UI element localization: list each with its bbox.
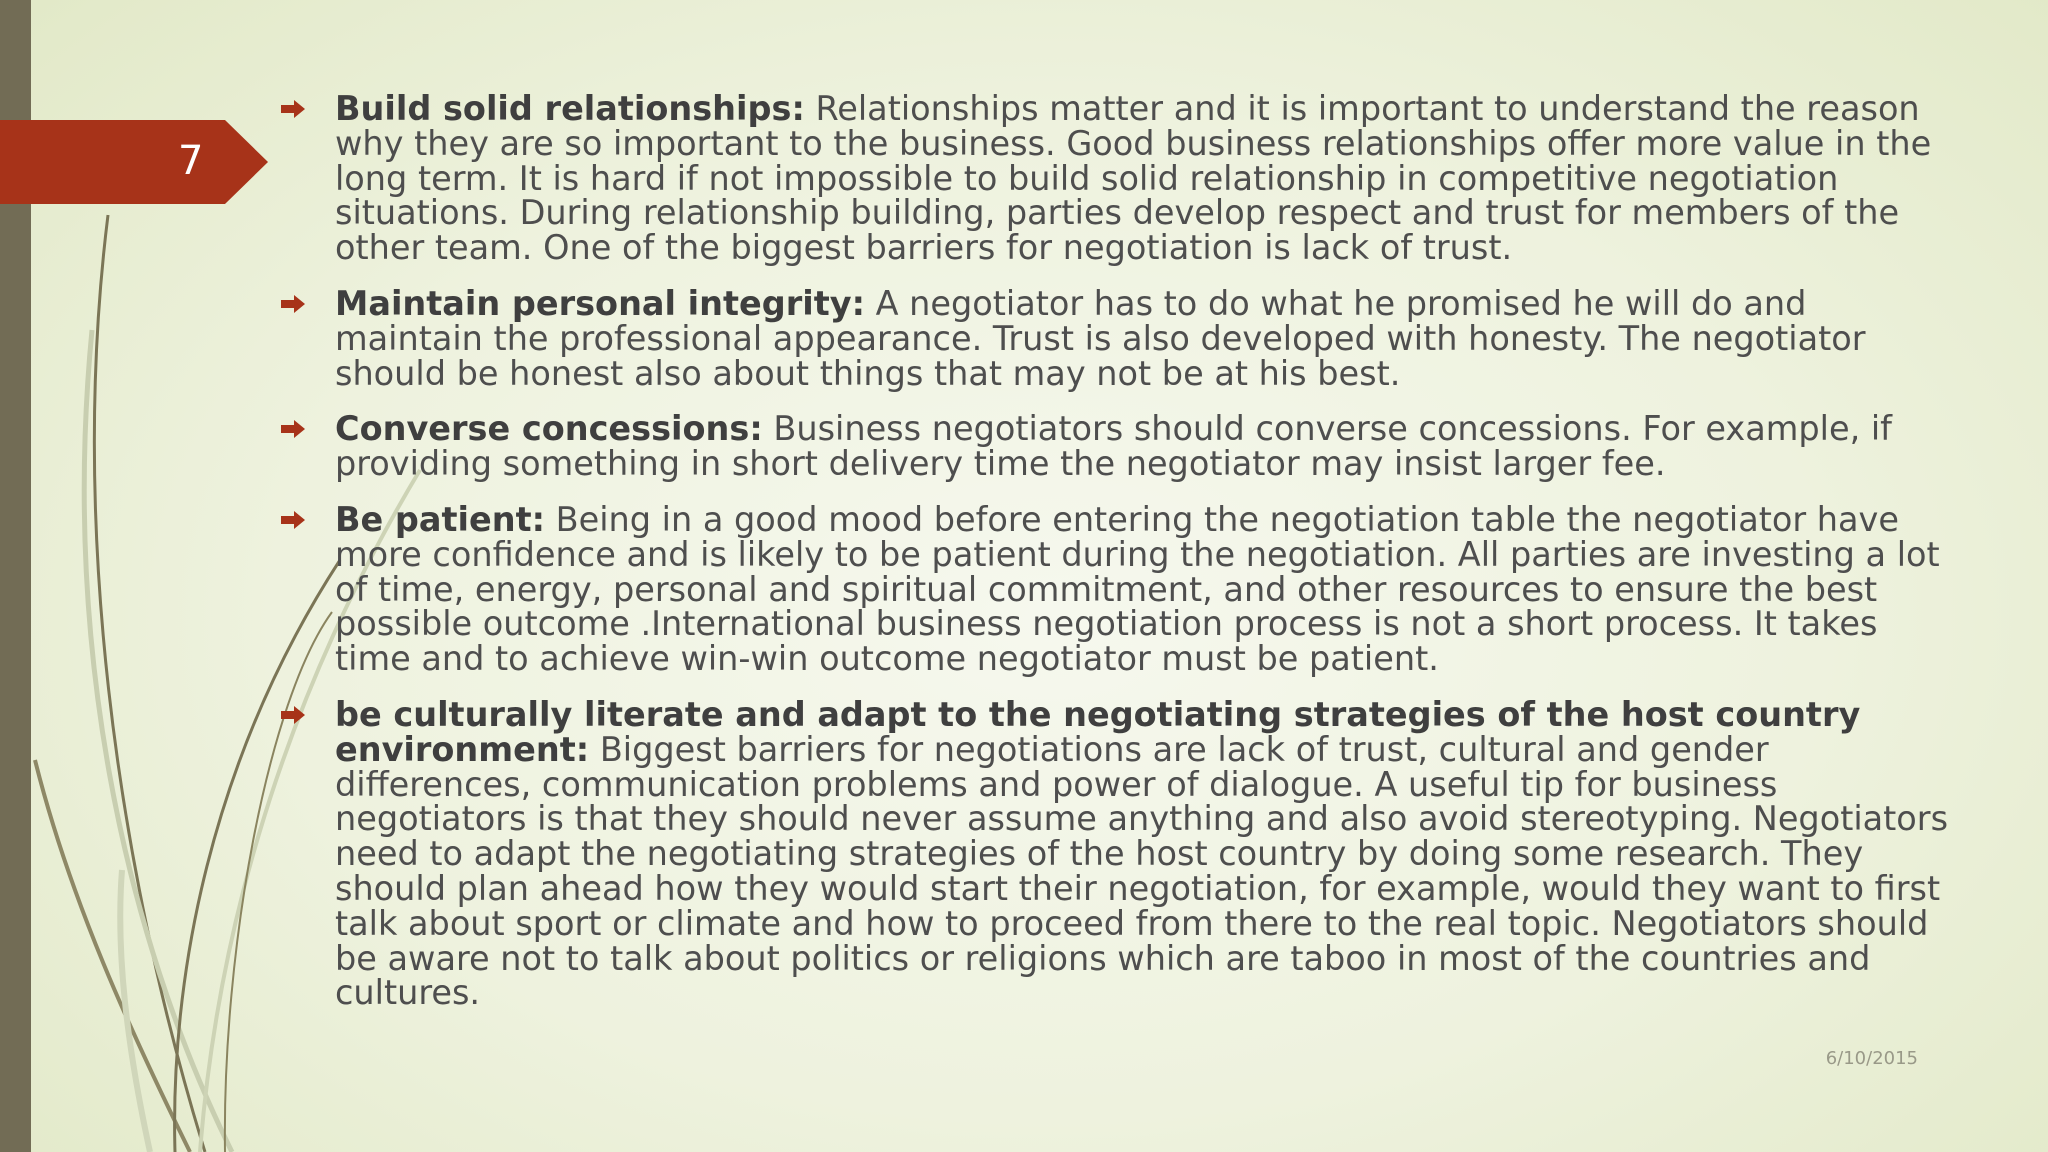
right-arrow-bullet-icon: [281, 100, 305, 118]
bullet-text: Relationships matter and it is important to understand the reason why they are so important to the business. Good business relationships offer more value in the long term. It is hard if not impossible to build solid relationship in competitive negotiation situations. During relationship building, parties develop respect and trust for members of the other team. One of the biggest barriers for negotiation is lack of trust.: [335, 89, 1932, 268]
right-arrow-bullet-icon: [281, 295, 305, 313]
slide-date: 6/10/2015: [1825, 1048, 1918, 1069]
right-arrow-bullet-icon: [281, 511, 305, 529]
bullet-item-build-relationships: [278, 89, 1958, 268]
bullet-term: Build solid relationships:: [335, 89, 805, 128]
bullet-text: Business negotiators should converse concessions. For example, if providing something in short delivery time the negotiator may insist larger fee.: [335, 409, 1892, 484]
right-arrow-bullet-icon: [281, 420, 305, 438]
slide-number: 7: [178, 138, 204, 184]
bullet-term: Maintain personal integrity:: [335, 283, 865, 323]
bullet-term: be culturally literate and adapt to the negotiating strategies of the host country environment:: [335, 694, 1861, 769]
bullet-text: Biggest barriers for negotiations are lack of trust, cultural and gender differences, communication problems and power of dialogue. A useful tip for business negotiators is that they should never assume anything and also avoid stereotyping. Negotiators need to adapt the negotiating strategies of the host country by doing some research. They should plan ahead how they would start their negotiation, for example, would they want to first talk about sport or climate and how to proceed from there to the real topic. Negotiators should be aware not to talk about politics or religions which are taboo in most of the countries and cultures.: [335, 729, 1949, 1013]
bullet-text: A negotiator has to do what he promised he will do and maintain the professional appearance. Trust is also developed with honesty. The negotiator should be honest also about things that may not be at his best.: [335, 283, 1866, 393]
bullet-term: Be patient:: [335, 499, 545, 539]
bullet-item-be-patient: [278, 499, 1958, 679]
right-arrow-bullet-icon: [281, 706, 305, 724]
bullet-term: Converse concessions:: [335, 409, 763, 449]
bullet-item-converse-concessions: [278, 409, 1958, 484]
bullet-list: [278, 89, 1958, 1032]
bullet-item-personal-integrity: [278, 283, 1958, 393]
slide-number-tag: [0, 120, 268, 204]
bullet-item-culturally-literate: [278, 694, 1958, 1013]
bullet-text: Being in a good mood before entering the negotiation table the negotiator have more confidence and is likely to be patient during the negotiation. All parties are investing a lot of time, energy, personal and spiritual commitment, and other resources to ensure the best possible outcome .International business negotiation process is not a short process. It takes time and to achieve win-win outcome negotiator must be patient.: [335, 499, 1940, 679]
